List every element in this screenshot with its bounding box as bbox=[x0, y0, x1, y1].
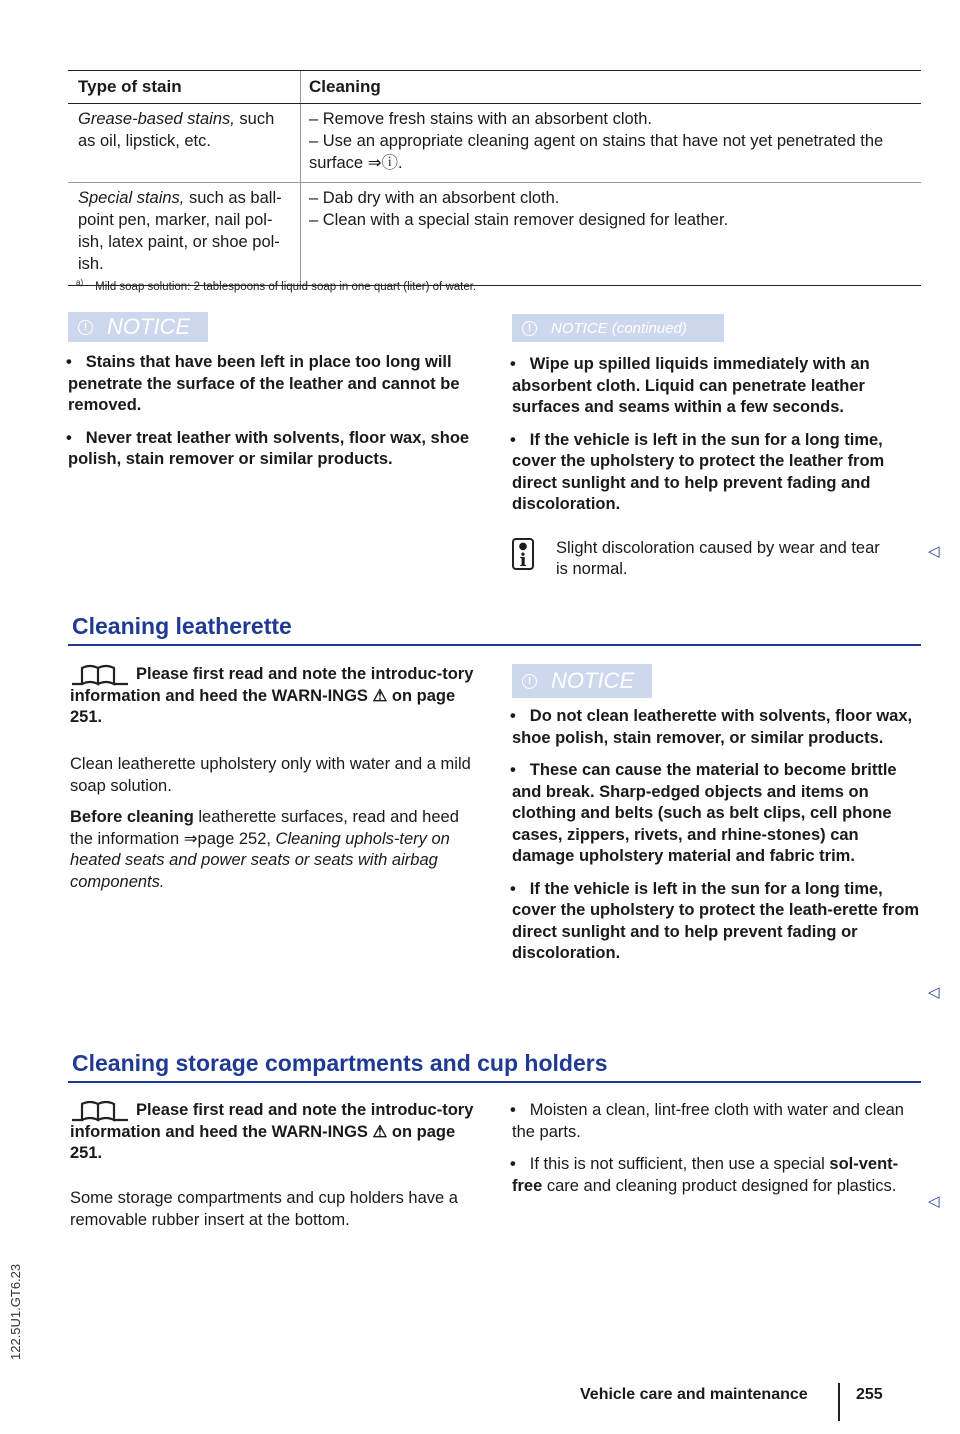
notice-icon: ! bbox=[522, 321, 537, 336]
notice-bullet: • Never treat leather with solvents, floor wax, shoe polish, stain remover or similar products. bbox=[66, 428, 470, 468]
read-note-text bbox=[70, 1100, 480, 1165]
notice-title: NOTICE bbox=[107, 314, 191, 339]
notice-bullet: • If the vehicle is left in the sun for a long time, cover the upholstery to protect the leather from direct sunlight and to help prevent fading and discoloration. bbox=[510, 430, 885, 513]
read-note-page: on page 251. bbox=[70, 686, 456, 726]
cleaning-cell bbox=[300, 104, 921, 182]
cleaning-cell bbox=[300, 183, 921, 285]
notice-box bbox=[512, 664, 922, 976]
para-bold: Before cleaning bbox=[70, 808, 194, 826]
end-mark-icon: ◁ bbox=[928, 543, 940, 560]
footnote-marker: a) bbox=[76, 278, 84, 287]
end-mark-icon: ◁ bbox=[928, 1193, 940, 1210]
info-text: Slight discoloration caused by wear and tear is normal. bbox=[556, 538, 880, 578]
notice-bullet: • These can cause the material to become brittle and break. Sharp-edged objects and items on clothing and belts (such as belt clips, cell phone cases, zippers, rivets, and rhine-stones) can damage upholstery material and fabric trim. bbox=[510, 761, 897, 865]
info-icon: ● i bbox=[512, 538, 534, 570]
table-row bbox=[68, 104, 921, 183]
notice-body bbox=[68, 352, 478, 471]
para-italic: Cleaning uphols-tery on heated seats and power seats or seats with airbag components. bbox=[70, 829, 450, 891]
notice-header bbox=[512, 664, 652, 698]
table-row bbox=[68, 183, 921, 286]
cleaning-line: – Use an appropriate cleaning agent on stains that have not yet penetrated the surface ⇒ⓘ. bbox=[309, 132, 884, 172]
leatherette-para-1: Clean leatherette upholstery only with water and a mild soap solution. bbox=[70, 755, 471, 795]
notice-box bbox=[68, 312, 478, 482]
footnote-text: Mild soap solution: 2 tablespoons of liquid soap in one quart (liter) of water. bbox=[95, 280, 477, 293]
section-rule bbox=[68, 1081, 921, 1083]
header-cleaning: Cleaning bbox=[300, 71, 921, 103]
read-note-page: on page 251. bbox=[70, 1122, 456, 1162]
leatherette-para-2 bbox=[70, 807, 482, 893]
para-text: leatherette surfaces, read and heed the information ⇒page 252, bbox=[70, 808, 459, 848]
section-title-leatherette: Cleaning leatherette bbox=[72, 613, 292, 639]
notice-bullet: • Wipe up spilled liquids immediately with an absorbent cloth. Liquid can penetrate leather surfaces and seams within a few seconds. bbox=[510, 355, 870, 416]
notice-body bbox=[512, 706, 922, 965]
stain-table bbox=[68, 70, 921, 286]
cleaning-line: – Dab dry with an absorbent cloth. bbox=[309, 189, 560, 207]
notice-body bbox=[512, 354, 922, 516]
footer-chapter: Vehicle care and maintenance bbox=[580, 1386, 808, 1403]
stain-type-italic: Grease-based stains, bbox=[78, 110, 235, 128]
stain-type-cell bbox=[68, 104, 300, 182]
side-code: 122.5U1.GT6.23 bbox=[8, 1263, 23, 1360]
notice-continued-header bbox=[512, 314, 724, 342]
storage-bullets bbox=[512, 1100, 910, 1208]
notice-title: NOTICE (continued) bbox=[551, 319, 687, 337]
notice-bullet: • If the vehicle is left in the sun for a long time, cover the upholstery to protect the leath-erette from direct sunlight and to help prevent fading or discoloration. bbox=[510, 879, 920, 962]
end-mark-icon: ◁ bbox=[928, 984, 940, 1001]
book-icon bbox=[70, 1100, 130, 1130]
warning-icon: ⚠ bbox=[372, 1122, 388, 1141]
warning-icon: ⚠ bbox=[372, 686, 388, 705]
notice-icon: ! bbox=[522, 674, 537, 689]
notice-title: NOTICE bbox=[551, 668, 635, 693]
read-note-main: Please first read and note the introduc-tory information and heed the WARN-INGS bbox=[70, 665, 474, 705]
book-icon bbox=[70, 664, 130, 694]
notice-icon: ! bbox=[78, 320, 93, 335]
stain-type-cell bbox=[68, 183, 300, 285]
info-note bbox=[512, 538, 922, 581]
page-number: 255 bbox=[856, 1386, 883, 1403]
storage-bullet: • Moisten a clean, lint-free cloth with water and clean the parts. bbox=[510, 1101, 904, 1141]
notice-continued-box bbox=[512, 314, 922, 581]
read-note-main: Please first read and note the introduc-tory information and heed the WARN-INGS bbox=[70, 1101, 474, 1141]
stain-type-italic: Special stains, bbox=[78, 189, 185, 207]
storage-bullet: • If this is not sufficient, then use a special sol-vent-free care and cleaning product designed for plastics. bbox=[510, 1155, 899, 1195]
cleaning-line: – Remove fresh stains with an absorbent cloth. bbox=[309, 110, 653, 128]
header-type-of-stain: Type of stain bbox=[78, 77, 182, 96]
read-note-text bbox=[70, 664, 480, 729]
stain-type-text: such as oil, lipstick, etc. bbox=[78, 110, 275, 150]
storage-para-1: Some storage compartments and cup holders have a removable rubber insert at the bottom. bbox=[70, 1189, 458, 1229]
footnote bbox=[76, 278, 476, 293]
section-title-storage: Cleaning storage compartments and cup holders bbox=[72, 1050, 608, 1076]
stain-type-text: such as ball-point pen, marker, nail pol-ish, latex paint, or shoe pol-ish. bbox=[78, 189, 282, 273]
footer-divider bbox=[838, 1383, 840, 1421]
table-header bbox=[68, 70, 921, 104]
section-rule bbox=[68, 644, 921, 646]
notice-header bbox=[68, 312, 208, 342]
read-note bbox=[70, 664, 480, 729]
read-note bbox=[70, 1100, 480, 1165]
cleaning-line: – Clean with a special stain remover designed for leather. bbox=[309, 211, 729, 229]
notice-bullet: • Stains that have been left in place too long will penetrate the surface of the leather and cannot be removed. bbox=[66, 353, 460, 414]
notice-bullet: • Do not clean leatherette with solvents, floor wax, shoe polish, stain remover, or similar products. bbox=[510, 707, 913, 747]
